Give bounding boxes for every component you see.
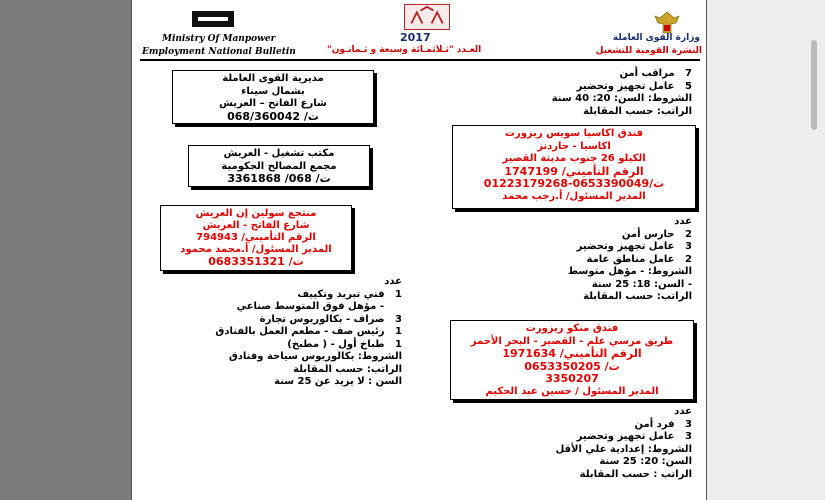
office-phone: ت/ 068/ 3361868 — [227, 172, 331, 185]
job-row: 1 رئيس صف - مطعم العمل بالفنادق — [215, 326, 402, 337]
job-row: 2 عامل مناطق عامة — [586, 253, 692, 265]
ad-line: الكيلو 26 جنوب مدينة القصير — [502, 153, 646, 164]
ad-line: المدير المسئول/ أ.رجب محمد — [502, 190, 646, 202]
bulletin-year: 2017 — [400, 31, 431, 44]
ad-menko-resort — [450, 320, 694, 400]
right-top-jobs — [462, 68, 692, 118]
scrollbar-thumb[interactable] — [811, 40, 817, 130]
job-row: 5 عامل تجهيز وتحضير — [576, 80, 692, 92]
job-row: 1 فني تبريد وتكييف — [297, 288, 402, 300]
bulletin-english: Employment National Bulletin — [142, 47, 296, 57]
ministry-arabic: وزارة القوى العاملة — [612, 33, 700, 43]
ad-phone: ت/0653390049-01223179268 — [483, 177, 665, 190]
job-row: 7 مراقب أمن — [619, 68, 692, 79]
hotel2-jobs — [462, 406, 692, 481]
job-row: 3 عامل تجهيز وتحضير — [576, 431, 692, 442]
bulletin-page — [131, 0, 707, 500]
job-conditions: الشروط: - مؤهل متوسط — [567, 266, 692, 277]
flag-logo — [190, 8, 236, 30]
ad-line: المدير المسئول / حسين عبد الحكيم — [485, 385, 659, 397]
ad-phone: ت/ 0683351321 — [208, 255, 304, 268]
count-header: عدد — [384, 276, 402, 287]
job-row: 2 حارس أمن — [621, 228, 692, 240]
job-conditions: الشروط: السن: 20: 40 سنة — [551, 93, 692, 104]
office-line: مديرية القوى العاملة — [222, 73, 324, 84]
ad-line: المدير المسئول/ أ.محمد محمود — [180, 244, 332, 255]
job-row: 3 فرد أمن — [634, 418, 692, 430]
ad-line: منتجع سولين إن العريش — [195, 208, 317, 219]
ad-line: الرقم التأميني/ 1971634 — [502, 347, 642, 360]
job-salary: الراتب: حسب المقابلة — [583, 291, 692, 302]
ad-phone: 3350207 — [545, 372, 599, 385]
hotel1-jobs — [462, 216, 692, 304]
viewer-side-panel — [707, 0, 825, 500]
ad-line: الرقم التأميني/ 1747199 — [504, 164, 644, 178]
job-row: 3 صراف - بكالوريوس تجارة — [259, 313, 402, 325]
job-age: السن : لا يزيد عن 25 سنة — [274, 376, 402, 387]
ad-solin-resort — [160, 205, 352, 271]
job-row: 1 طباخ أول - ( مطبخ) — [287, 338, 402, 350]
job-salary: الراتب: حسب المقابلة — [293, 363, 402, 375]
header-divider — [140, 59, 700, 61]
ad-line: الرقم التأميني/ 794943 — [196, 232, 316, 243]
job-salary: الراتب: حسب المقابلة — [583, 105, 692, 117]
ad-line: فندق منكو ريزورت — [525, 323, 619, 334]
job-age: - السن: 18: 25 سنة — [591, 278, 692, 290]
job-conditions: الشروط: إعدادية علي الأقل — [555, 443, 692, 455]
office-line: مجمع المصالح الحكومية — [221, 160, 337, 172]
office-line: بشمال سيناء — [241, 85, 305, 97]
bulletin-arabic: النشرة القومية للتشغيل — [595, 46, 702, 56]
ad-line: فندق اكاسيا سويس ريزورت — [504, 128, 644, 139]
job-conditions: الشروط: بكالوريوس سياحة وفنادق — [228, 351, 402, 362]
ad-acacia-swiss-resort — [452, 125, 696, 209]
left-jobs-list — [152, 276, 402, 389]
job-note: - مؤهل فوق المتوسط صناعي — [236, 301, 384, 312]
ad-line: شارع الفاتح - العريش — [202, 220, 310, 231]
bulletin-logo — [404, 4, 450, 30]
office-phone: ت/ 068/360042 — [227, 109, 319, 123]
office-box-arish-employment — [188, 145, 370, 187]
ad-line: طريق مرسي علم - القصير - البحر الأحمر — [470, 335, 674, 347]
job-row: 3 عامل تجهيز وتحضير — [576, 241, 692, 252]
ministry-english: Ministry Of Manpower — [162, 34, 276, 44]
office-box-labor-directorate — [172, 70, 374, 124]
ad-line: اكاسيا - جاردنز — [537, 140, 611, 152]
count-header: عدد — [674, 406, 692, 417]
office-line: مكتب تشغيل - العريش — [223, 148, 335, 159]
job-age: السن: 20: 25 سنة — [599, 456, 692, 467]
issue-number: العـدد "ثـلاثمـائة وسبعة و ثـمانـون" — [327, 45, 482, 55]
office-line: شارع الفاتح – العريش — [219, 98, 327, 109]
ad-phone: ت/ 0653350205 — [524, 359, 620, 373]
count-header: عدد — [674, 216, 692, 227]
job-salary: الراتب : حسب المقابلة — [579, 468, 692, 480]
